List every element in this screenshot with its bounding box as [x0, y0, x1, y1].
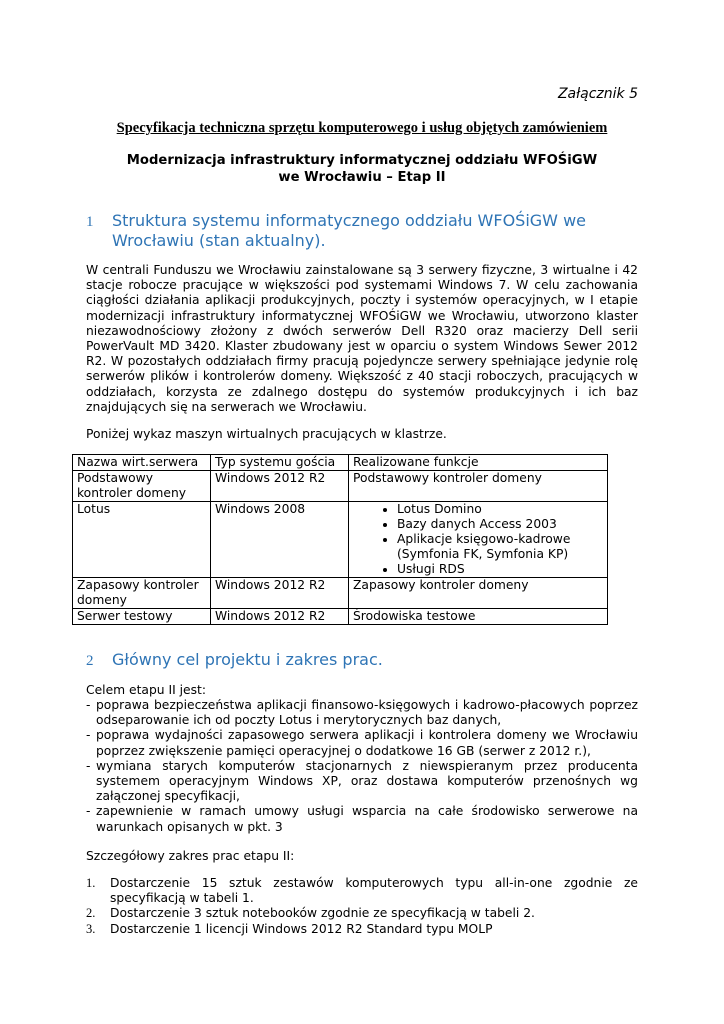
table-header-cell: Nazwa wirt.serwera: [73, 455, 211, 471]
list-item: - wymiana starych komputerów stacjonarnych z niewspieranym przez producenta systemem operacyjnym Windows XP, oraz dostawa komputerów przenośnych wg załączonej specyfikacji,: [86, 758, 638, 804]
list-item: 1. Dostarczenie 15 sztuk zestawów komputerowych typu all-in-one zgodnie ze specyfikacją w tabeli 1.: [86, 876, 638, 906]
dash-marker: -: [86, 758, 91, 773]
specification-title: Specyfikacja techniczna sprzętu komputerowego i usług objętych zamówieniem: [116, 120, 608, 136]
section-1-heading: [86, 211, 646, 251]
table-cell-functions: Zapasowy kontroler domeny: [349, 578, 608, 609]
table-cell-name: Zapasowy kontroler domeny: [73, 578, 211, 609]
list-item: • Aplikacje księgowo-kadrowe (Symfonia FK, Symfonia KP): [397, 532, 603, 562]
table-row: [73, 578, 608, 609]
list-item: - poprawa wydajności zapasowego serwera aplikacji i kontrolera domeny we Wrocławiu poprzez zwiększenie pamięci operacyjnej o dodatkowe 16 GB (serwer z 2012 r.),: [86, 728, 638, 758]
project-title: [0, 152, 724, 186]
table-header-row: [73, 455, 608, 471]
list-item: - zapewnienie w ramach umowy usługi wsparcia na całe środowisko serwerowe na warunkach opisanych w pkt. 3: [86, 804, 638, 834]
project-title-line-1: Modernizacja infrastruktury informatycznej oddziału WFOŚiGW: [126, 153, 598, 168]
section-1-number: 1: [86, 214, 94, 230]
list-item: • Lotus Domino: [397, 502, 603, 517]
table-intro: Poniżej wykaz maszyn wirtualnych pracujących w klastrze.: [86, 427, 447, 441]
list-item: • Usługi RDS: [397, 562, 603, 577]
section-1-paragraph: W centrali Funduszu we Wrocławiu zainstalowane są 3 serwery fizyczne, 3 wirtualne i 42 stacje robocze pracujące w większości pod systemami Windows 7. W celu zachowania ciągłości działania aplikacji produkcyjnych, poczty i systemów operacyjnych, w I etapie modernizacji infrastruktury informatycznej WFOŚiGW we Wrocławiu, utworzono klaster niezawodnościowy złożony z dwóch serwerów Dell R320 oraz macierzy Dell serii PowerVault MD 3420. Klaster zbudowany jest w oparciu o system Windows Sewer 2012 R2. W pozostałych oddziałach firmy pracują pojedyncze serwery spełniające jedynie rolę serwerów plików i kontrolerów domeny. Większość z 40 stacji roboczych, pracujących w oddziałach, korzysta ze zdalnego dostępu do systemów produkcyjnych i ich baz znajdujących się na serwerach we Wrocławiu.: [86, 263, 638, 414]
table-cell-name: Podstawowy kontroler domeny: [73, 471, 211, 502]
table-cell-name: Lotus: [73, 502, 211, 578]
list-item: 3. Dostarczenie 1 licencji Windows 2012 R2 Standard typu MOLP: [86, 921, 493, 936]
table-cell-functions: Środowiska testowe: [349, 609, 608, 625]
table-cell-os: Windows 2012 R2: [211, 609, 349, 625]
section-2-number: 2: [86, 653, 94, 669]
table-row: [73, 502, 608, 578]
list-item: 2. Dostarczenie 3 sztuk notebooków zgodnie ze specyfikacją w tabeli 2.: [86, 906, 535, 921]
section-1-title: Struktura systemu informatycznego oddziału WFOŚiGW we Wrocławiu (stan aktualny).: [112, 211, 586, 250]
table-cell-name: Serwer testowy: [73, 609, 211, 625]
table-header-cell: Realizowane funkcje: [349, 455, 608, 471]
table-row: [73, 471, 608, 502]
section-2-heading: [86, 650, 646, 670]
virtual-machines-table: [72, 454, 608, 625]
details-list: [86, 876, 638, 937]
table-header-cell: Typ systemu gościa: [211, 455, 349, 471]
section-2-title: Główny cel projektu i zakres prac.: [112, 650, 383, 669]
project-title-line-2: we Wrocławiu – Etap II: [278, 170, 446, 185]
goals-intro: Celem etapu II jest:: [86, 683, 206, 697]
list-item: - poprawa bezpieczeństwa aplikacji finansowo-księgowych i kadrowo-płacowych poprzez odseparowanie ich od poczty Lotus i merytorycznych baz danych,: [86, 698, 638, 728]
table-cell-os: Windows 2012 R2: [211, 471, 349, 502]
dash-marker: -: [86, 804, 91, 819]
detail-intro: Szczegółowy zakres prac etapu II:: [86, 849, 295, 863]
table-cell-functions: Podstawowy kontroler domeny: [349, 471, 608, 502]
table-cell-functions: [349, 502, 608, 578]
dash-marker: -: [86, 698, 91, 712]
attachment-label: Załącznik 5: [557, 86, 638, 102]
list-item: • Bazy danych Access 2003: [397, 517, 603, 532]
goals-list: [86, 698, 638, 835]
table-cell-os: Windows 2008: [211, 502, 349, 578]
functions-list: [353, 502, 603, 577]
dash-marker: -: [86, 728, 91, 743]
table-cell-os: Windows 2012 R2: [211, 578, 349, 609]
table-row: [73, 609, 608, 625]
